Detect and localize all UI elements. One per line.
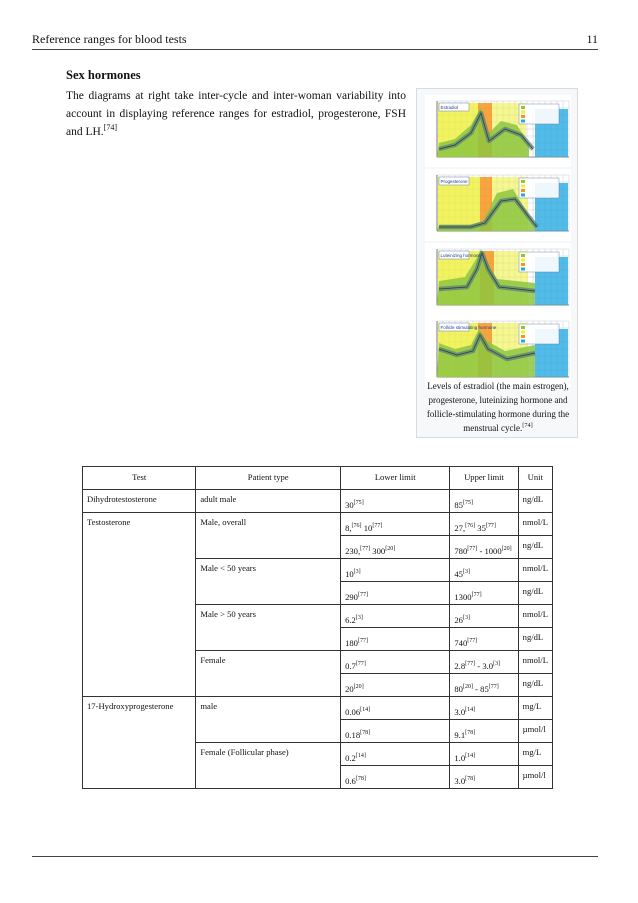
caption-text: Levels of estradiol (the main estrogen), progesterone, luteinizing hormone and follicle-stimulating hormone during the menstrual cycle.	[426, 381, 570, 433]
table-row	[83, 697, 553, 720]
citation-link[interactable]: [75]	[462, 500, 473, 507]
lh-chart	[425, 243, 571, 315]
cell-upper-limit	[450, 490, 518, 513]
legend-swatch	[521, 106, 525, 109]
upper-number: 1300	[454, 592, 472, 602]
upper-number: 45	[454, 569, 463, 579]
citation-link[interactable]: [77]	[372, 523, 383, 530]
legend-swatch	[521, 194, 525, 197]
col-patient-type: Patient type	[196, 467, 341, 490]
upper-number: - 1000	[477, 546, 502, 556]
citation-link[interactable]: [20]	[385, 546, 396, 553]
lower-number: 0.18	[345, 730, 361, 740]
upper-value	[454, 753, 475, 763]
upper-number: 1.0	[454, 753, 466, 763]
legend-swatch	[521, 263, 525, 266]
estradiol-chart	[425, 95, 571, 167]
cell-upper-limit	[450, 743, 518, 766]
cell-unit: ng/dL	[518, 582, 552, 605]
lower-value	[345, 638, 368, 648]
legend-swatch	[521, 326, 525, 329]
upper-value	[454, 615, 470, 625]
upper-number: 9.1	[454, 730, 466, 740]
citation-link[interactable]: [14]	[465, 707, 476, 714]
upper-value	[454, 661, 500, 671]
lower-value	[345, 546, 395, 556]
citation-link[interactable]: [77]	[485, 523, 496, 530]
citation-link[interactable]: [77]	[471, 592, 482, 599]
cell-unit: mg/L	[518, 743, 552, 766]
lower-number: 6.2	[345, 615, 356, 625]
citation-link[interactable]: [77]	[360, 546, 371, 553]
col-lower-limit: Lower limit	[341, 467, 450, 490]
chart-label: Luteinizing hormone	[440, 253, 482, 258]
cell-patient-type: Male > 50 years	[196, 605, 341, 651]
cell-unit: ng/dL	[518, 536, 552, 559]
cell-upper-limit	[450, 605, 518, 628]
cell-unit: nmol/L	[518, 559, 552, 582]
cell-unit: mg/L	[518, 697, 552, 720]
citation-link[interactable]: [78]	[465, 776, 476, 783]
cell-patient-type: Female	[196, 651, 341, 697]
upper-value	[454, 730, 475, 740]
upper-number: 85	[454, 500, 463, 510]
cell-lower-limit	[341, 536, 450, 559]
figure-caption	[421, 379, 575, 435]
cell-unit: ng/dL	[518, 490, 552, 513]
progesterone-chart	[425, 169, 571, 241]
col-unit: Unit	[518, 467, 552, 490]
cell-test: 17-Hydroxyprogesterone	[83, 697, 196, 789]
cell-lower-limit	[341, 628, 450, 651]
table-row	[83, 513, 553, 536]
citation-link[interactable]: [77]	[357, 592, 368, 599]
cell-lower-limit	[341, 513, 450, 536]
upper-number: 740	[454, 638, 468, 648]
cell-lower-limit	[341, 559, 450, 582]
upper-value	[454, 523, 496, 533]
lower-number: 8,	[345, 523, 352, 533]
cell-lower-limit	[341, 766, 450, 789]
lower-number: 290	[345, 592, 358, 602]
lower-value	[345, 730, 370, 740]
legend-swatch	[521, 340, 525, 343]
upper-value	[454, 776, 475, 786]
cell-lower-limit	[341, 605, 450, 628]
citation-link[interactable]: [78]	[465, 730, 476, 737]
legend-swatch	[521, 111, 525, 114]
citation-link[interactable]: [78]	[360, 730, 371, 737]
upper-value	[454, 707, 475, 717]
page-number: 11	[586, 32, 598, 46]
table-body	[83, 490, 553, 789]
citation-link[interactable]: [78]	[355, 776, 366, 783]
legend-swatch	[521, 254, 525, 257]
cell-lower-limit	[341, 743, 450, 766]
citation-link[interactable]: [14]	[465, 753, 476, 760]
citation-link[interactable]: [76]	[351, 523, 362, 530]
citation-link[interactable]: [20]	[462, 684, 473, 691]
legend-swatch	[521, 115, 525, 118]
lower-number: 0.6	[345, 776, 356, 786]
lower-number: 0.06	[345, 707, 361, 717]
lower-number: 180	[345, 638, 358, 648]
cell-lower-limit	[341, 674, 450, 697]
citation-link[interactable]: [77]	[355, 661, 366, 668]
legend-swatch	[521, 185, 525, 188]
hormone-figure	[416, 88, 578, 438]
lower-number: 230,	[345, 546, 361, 556]
col-upper-limit: Upper limit	[450, 467, 518, 490]
citation-link[interactable]: [75]	[353, 500, 364, 507]
upper-value	[454, 684, 498, 694]
legend-swatch	[521, 331, 525, 334]
citation-link[interactable]: [14]	[355, 753, 366, 760]
lower-value	[345, 661, 366, 671]
cell-unit: nmol/L	[518, 513, 552, 536]
lower-value	[345, 500, 364, 510]
cell-patient-type: Female (Follicular phase)	[196, 743, 341, 789]
upper-number: 35	[475, 523, 486, 533]
section-paragraph	[66, 87, 406, 141]
lower-value	[345, 592, 368, 602]
cell-patient-type: male	[196, 697, 341, 743]
legend-swatch	[521, 335, 525, 338]
upper-number: - 3.0	[475, 661, 494, 671]
citation-link[interactable]: [77]	[465, 661, 476, 668]
reference-table	[82, 466, 553, 789]
lower-value	[345, 753, 366, 763]
header-title: Reference ranges for blood tests	[32, 32, 187, 46]
legend-swatch	[521, 268, 525, 271]
citation-link[interactable]: [3]	[462, 615, 470, 622]
cell-unit: nmol/L	[518, 605, 552, 628]
cell-lower-limit	[341, 697, 450, 720]
lower-value	[345, 523, 382, 533]
citation-link[interactable]: [77]	[467, 546, 478, 553]
citation-link[interactable]: [3]	[355, 615, 363, 622]
upper-number: 27,	[454, 523, 466, 533]
lower-number: 300	[370, 546, 386, 556]
lower-number: 30	[345, 500, 354, 510]
cell-unit: µmol/l	[518, 766, 552, 789]
cell-upper-limit	[450, 674, 518, 697]
citation-link[interactable]: [3]	[353, 569, 361, 576]
lower-number: 0.7	[345, 661, 356, 671]
paragraph-citation[interactable]: [74]	[103, 123, 118, 133]
cell-patient-type: Male, overall	[196, 513, 341, 559]
upper-value	[454, 569, 470, 579]
citation-link[interactable]: [77]	[488, 684, 499, 691]
cell-lower-limit	[341, 651, 450, 674]
cell-lower-limit	[341, 582, 450, 605]
cell-lower-limit	[341, 720, 450, 743]
citation-link[interactable]: [14]	[360, 707, 371, 714]
citation-link[interactable]: [77]	[467, 638, 478, 645]
cell-unit: µmol/l	[518, 720, 552, 743]
upper-number: 3.0	[454, 707, 466, 717]
lower-number: 10	[345, 569, 354, 579]
caption-citation[interactable]: [74]	[522, 422, 533, 429]
lower-value	[345, 684, 364, 694]
legend-swatch	[521, 120, 525, 123]
upper-value	[454, 500, 473, 510]
citation-link[interactable]: [20]	[353, 684, 364, 691]
cell-upper-limit	[450, 559, 518, 582]
section-title: Sex hormones	[66, 68, 141, 82]
legend-swatch	[521, 180, 525, 183]
cell-upper-limit	[450, 697, 518, 720]
upper-number: 780	[454, 546, 468, 556]
upper-value	[454, 638, 477, 648]
table-row	[83, 490, 553, 513]
lower-value	[345, 615, 363, 625]
cell-patient-type: Male < 50 years	[196, 559, 341, 605]
page-header	[32, 30, 598, 50]
table-header-row	[83, 467, 553, 490]
lower-value	[345, 569, 361, 579]
fsh-chart	[425, 315, 571, 387]
upper-number: 26	[454, 615, 463, 625]
chart-label: Estradiol	[440, 105, 459, 110]
cell-upper-limit	[450, 766, 518, 789]
col-test: Test	[83, 467, 196, 490]
upper-number: 80	[454, 684, 463, 694]
citation-link[interactable]: [76]	[465, 523, 476, 530]
upper-number: 3.0	[454, 776, 466, 786]
cell-unit: ng/dL	[518, 628, 552, 651]
lower-number: 10	[361, 523, 373, 533]
citation-link[interactable]: [20]	[501, 546, 512, 553]
cell-upper-limit	[450, 513, 518, 536]
cell-lower-limit	[341, 490, 450, 513]
legend-swatch	[521, 189, 525, 192]
legend-swatch	[521, 259, 525, 262]
chart-label: Follicle stimulating hormone	[440, 325, 497, 330]
upper-value	[454, 592, 481, 602]
citation-link[interactable]: [77]	[357, 638, 368, 645]
chart-label: Progesterone	[440, 179, 468, 184]
lower-value	[345, 707, 370, 717]
upper-value	[454, 546, 511, 556]
cell-upper-limit	[450, 628, 518, 651]
paragraph-text: The diagrams at right take inter-cycle and inter-woman variability into account in displaying reference ranges for estradiol, progesterone, FSH and LH.	[66, 90, 406, 138]
cell-upper-limit	[450, 720, 518, 743]
cell-upper-limit	[450, 651, 518, 674]
cell-unit: ng/dL	[518, 674, 552, 697]
upper-number: 2.8	[454, 661, 466, 671]
cell-test: Testosterone	[83, 513, 196, 697]
upper-number: - 85	[473, 684, 489, 694]
cell-upper-limit	[450, 582, 518, 605]
citation-link[interactable]: [3]	[493, 661, 501, 668]
cell-patient-type: adult male	[196, 490, 341, 513]
lower-number: 0.2	[345, 753, 356, 763]
cell-upper-limit	[450, 536, 518, 559]
lower-number: 20	[345, 684, 354, 694]
footer-rule	[32, 856, 598, 857]
lower-value	[345, 776, 366, 786]
cell-unit: nmol/L	[518, 651, 552, 674]
citation-link[interactable]: [3]	[462, 569, 470, 576]
cell-test: Dihydrotestosterone	[83, 490, 196, 513]
